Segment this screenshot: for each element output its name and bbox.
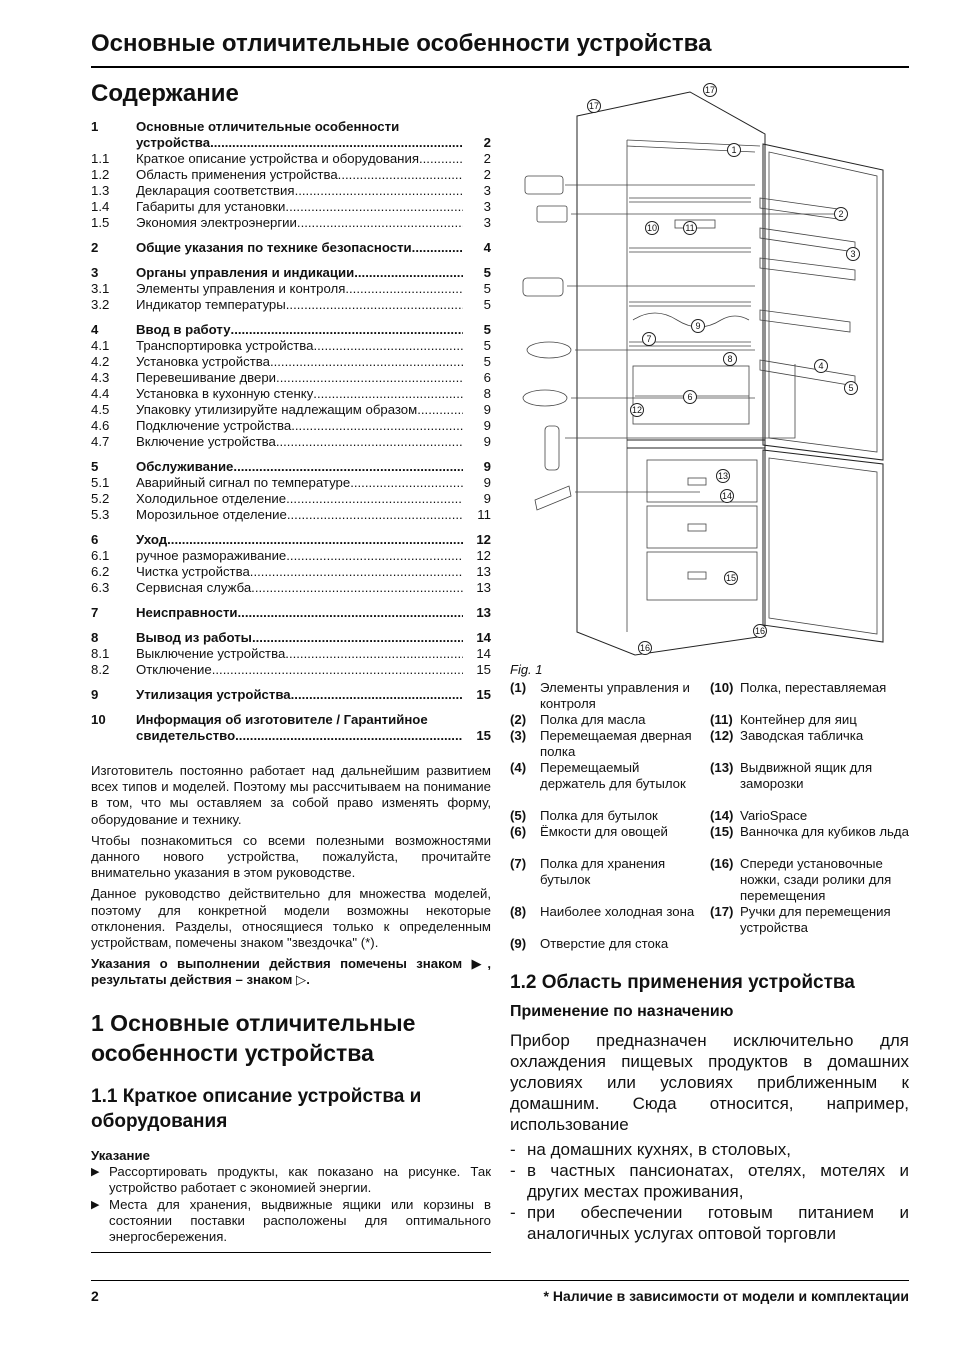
note-box bbox=[91, 1148, 491, 1245]
toc-entry-page: 12 bbox=[476, 532, 491, 547]
toc-entry bbox=[91, 183, 491, 199]
legend-number: (17) bbox=[710, 904, 734, 919]
figure-caption: Fig. 1 bbox=[510, 662, 543, 677]
toc-entry-title: Сервисная служба bbox=[136, 580, 252, 595]
toc-entry bbox=[91, 548, 491, 564]
toc-entry-page: 3 bbox=[483, 199, 491, 214]
toc-entry bbox=[91, 662, 491, 678]
toc-entry-number: 5 bbox=[91, 459, 99, 474]
toc-entry-page: 9 bbox=[483, 459, 491, 474]
toc-entry-page: 9 bbox=[483, 491, 491, 506]
toc-entry-page: 15 bbox=[476, 728, 491, 743]
legend-item bbox=[510, 712, 702, 728]
note-item: ▶ Места для хранения, выдвижные ящики или корзины в состоянии поставки расположены для оптимального энергосбережения. bbox=[91, 1197, 491, 1246]
toc-entry-page: 8 bbox=[483, 386, 491, 401]
legend-number: (2) bbox=[510, 712, 527, 727]
toc-entry-continuation bbox=[91, 135, 491, 151]
toc-title: Содержание bbox=[91, 80, 239, 107]
toc-entry-title: Органы управления и индикации bbox=[136, 265, 355, 280]
toc-entry-number: 3 bbox=[91, 265, 99, 280]
toc-entry-page: 15 bbox=[476, 662, 491, 677]
legend-item bbox=[710, 680, 910, 696]
toc-entry bbox=[91, 646, 491, 662]
callout-11-label: 11 bbox=[685, 223, 695, 233]
toc-entry-page: 5 bbox=[483, 338, 491, 353]
toc-entry-title: Холодильное отделение bbox=[136, 491, 287, 506]
legend-number: (3) bbox=[510, 728, 527, 743]
legend-item bbox=[510, 824, 702, 840]
legend-description: Элементы управления и контроля bbox=[540, 680, 690, 711]
toc-entry-title: Индикатор температуры bbox=[136, 297, 286, 312]
list-item: - на домашних кухнях, в столовых, bbox=[510, 1139, 909, 1160]
toc-entry bbox=[91, 687, 491, 703]
list-item: - при обеспечении готовым питанием и аналогичных услугах оптовой торговли bbox=[510, 1202, 909, 1244]
toc-entry-number: 6 bbox=[91, 532, 99, 547]
toc-entry-number: 8 bbox=[91, 630, 99, 645]
toc-entry-number: 1.4 bbox=[91, 199, 110, 214]
legend-number: (8) bbox=[510, 904, 527, 919]
toc-entry-title: Общие указания по технике безопасности bbox=[136, 240, 412, 255]
food-icons bbox=[523, 176, 571, 510]
callout-7-label: 7 bbox=[646, 334, 652, 344]
note-title: Указание bbox=[91, 1148, 150, 1163]
legend-description: Наиболее холодная зона bbox=[540, 904, 695, 919]
legend-number: (7) bbox=[510, 856, 527, 871]
table-of-contents bbox=[91, 119, 491, 744]
toc-entry-page: 4 bbox=[483, 240, 491, 255]
toc-entry-title: Основные отличительные особенности bbox=[136, 119, 400, 134]
toc-entry-page: 6 bbox=[483, 370, 491, 385]
callout-14-label: 14 bbox=[721, 491, 733, 501]
legend-item bbox=[710, 824, 910, 840]
toc-entry-title: Область применения устройства bbox=[136, 167, 338, 182]
toc-entry-number: 1.2 bbox=[91, 167, 110, 182]
toc-entry bbox=[91, 434, 491, 450]
toc-entry bbox=[91, 199, 491, 215]
toc-entry-page: 9 bbox=[483, 402, 491, 417]
legend-description: Перемещаемый держатель для бутылок bbox=[540, 760, 686, 791]
toc-entry-title: Подключение устройства bbox=[136, 418, 292, 433]
toc-entry bbox=[91, 119, 491, 135]
toc-entry-number: 8.2 bbox=[91, 662, 110, 677]
toc-entry-page: 14 bbox=[476, 646, 491, 661]
intro-marker-text: Указания о выполнении действия помечены знаком bbox=[91, 956, 463, 972]
toc-entry-number: 5.3 bbox=[91, 507, 110, 522]
toc-entry-page: 14 bbox=[476, 630, 491, 645]
toc-entry bbox=[91, 712, 491, 728]
legend-description: Отверстие для стока bbox=[540, 936, 669, 951]
toc-entry bbox=[91, 507, 491, 523]
legend-number: (15) bbox=[710, 824, 734, 839]
legend-description: Выдвижной ящик для заморозки bbox=[740, 760, 873, 791]
legend-number: (12) bbox=[710, 728, 734, 743]
toc-entry-number: 10 bbox=[91, 712, 106, 727]
footer-rule bbox=[91, 1280, 909, 1281]
toc-entry bbox=[91, 532, 491, 548]
callout-2-label: 2 bbox=[838, 209, 844, 219]
legend-number: (10) bbox=[710, 680, 734, 695]
intro-marker-text: . bbox=[306, 972, 310, 988]
callout-9-label: 9 bbox=[695, 321, 701, 331]
result-arrow-icon: ▷ bbox=[296, 972, 307, 988]
fridge-diagram bbox=[505, 80, 909, 660]
callout-5-label: 5 bbox=[848, 383, 854, 393]
toc-entry-title: Чистка устройства bbox=[136, 564, 250, 579]
legend-description: Заводская табличка bbox=[740, 728, 864, 743]
toc-entry-title: Упаковку утилизируйте надлежащим образом bbox=[136, 402, 418, 417]
toc-entry-title: устройства bbox=[136, 135, 211, 150]
toc-entry-number: 1.5 bbox=[91, 215, 110, 230]
toc-entry-number: 6.3 bbox=[91, 580, 110, 595]
toc-entry-continuation bbox=[91, 728, 491, 744]
page-number: 2 bbox=[91, 1288, 99, 1304]
toc-entry-page: 2 bbox=[483, 151, 491, 166]
section-1-2-body: Прибор предназначен исключительно для охлаждения пищевых продуктов в домашних условиях или условиях приближенным к домашним. Сюда относится, например, использование bbox=[510, 1031, 909, 1134]
action-arrow-icon: ▶ bbox=[471, 956, 488, 972]
callout-4-label: 4 bbox=[818, 361, 824, 371]
toc-entry-number: 5.1 bbox=[91, 475, 110, 490]
legend-item bbox=[710, 728, 910, 744]
toc-entry-title: Элементы управления и контроля bbox=[136, 281, 346, 296]
toc-entry bbox=[91, 281, 491, 297]
toc-entry-number: 1.1 bbox=[91, 151, 110, 166]
intro-text bbox=[91, 763, 491, 994]
callout-12-label: 12 bbox=[631, 405, 643, 415]
toc-entry-page: 13 bbox=[476, 564, 491, 579]
callout-6-label: 6 bbox=[687, 392, 693, 402]
legend-item bbox=[710, 712, 910, 728]
legend-description: Полка для бутылок bbox=[540, 808, 658, 823]
legend-description: Контейнер для яиц bbox=[740, 712, 857, 727]
note-rule bbox=[91, 1252, 491, 1253]
toc-entry-title: Выключение устройства bbox=[136, 646, 286, 661]
intro-paragraph: Чтобы познакомиться со всеми полезными возможностями данного нового устройства, пожалуйста, прочитайте внимательно указания в этом руководстве. bbox=[91, 832, 491, 881]
toc-entry bbox=[91, 459, 491, 475]
toc-entry-page: 11 bbox=[477, 507, 491, 522]
legend-item bbox=[710, 856, 910, 904]
toc-entry bbox=[91, 265, 491, 281]
toc-entry-number: 6.2 bbox=[91, 564, 110, 579]
legend-number: (4) bbox=[510, 760, 527, 775]
toc-entry-page: 13 bbox=[476, 605, 491, 620]
toc-entry-page: 5 bbox=[483, 322, 491, 337]
toc-entry-page: 5 bbox=[483, 354, 491, 369]
toc-entry bbox=[91, 580, 491, 596]
toc-entry-number: 7 bbox=[91, 605, 99, 620]
toc-entry-page: 5 bbox=[483, 297, 491, 312]
toc-entry bbox=[91, 370, 491, 386]
toc-entry-title: Перевешивание двери bbox=[136, 370, 277, 385]
fridge-door bbox=[760, 144, 883, 460]
toc-entry-number: 4.3 bbox=[91, 370, 110, 385]
toc-entry-title: Декларация соответствия bbox=[136, 183, 295, 198]
note-item: ▶ Рассортировать продукты, как показано на рисунке. Так устройство работает с экономией энергии. bbox=[91, 1164, 491, 1196]
toc-entry-number: 4.5 bbox=[91, 402, 110, 417]
toc-entry-number: 4.2 bbox=[91, 354, 110, 369]
toc-entry-title: Установка в кухонную стенку bbox=[136, 386, 314, 401]
toc-entry-title: Габариты для установки bbox=[136, 199, 286, 214]
toc-entry-number: 4.6 bbox=[91, 418, 110, 433]
legend-description: Ванночка для кубиков льда bbox=[740, 824, 909, 839]
legend-description: Ручки для перемещения устройства bbox=[740, 904, 891, 935]
toc-entry-number: 4.4 bbox=[91, 386, 110, 401]
toc-entry-title: Вывод из работы bbox=[136, 630, 252, 645]
toc-entry-title: свидетельство bbox=[136, 728, 236, 743]
toc-entry-number: 5.2 bbox=[91, 491, 110, 506]
toc-entry-page: 2 bbox=[483, 167, 491, 182]
legend-description: VarioSpace bbox=[740, 808, 808, 823]
toc-entry-page: 2 bbox=[483, 135, 491, 150]
toc-entry-page: 9 bbox=[483, 418, 491, 433]
legend-item bbox=[510, 808, 702, 824]
legend-number: (13) bbox=[710, 760, 734, 775]
usage-list bbox=[510, 1139, 909, 1244]
toc-entry-title: Краткое описание устройства и оборудования bbox=[136, 151, 419, 166]
legend-description: Полка, переставляемая bbox=[740, 680, 887, 695]
toc-entry bbox=[91, 338, 491, 354]
toc-entry-number: 4 bbox=[91, 322, 99, 337]
legend-item bbox=[710, 760, 910, 792]
legend-item bbox=[510, 760, 702, 792]
toc-entry-page: 15 bbox=[476, 687, 491, 702]
toc-entry-title: Отключение bbox=[136, 662, 212, 677]
legend-description: Полка для масла bbox=[540, 712, 646, 727]
toc-entry-page: 5 bbox=[483, 281, 491, 296]
callout-lines bbox=[565, 185, 835, 492]
toc-entry-title: ручное размораживание bbox=[136, 548, 287, 563]
legend-item bbox=[510, 728, 702, 760]
legend-number: (14) bbox=[710, 808, 734, 823]
legend-description: Полка для хранения бутылок bbox=[540, 856, 666, 887]
toc-entry bbox=[91, 605, 491, 621]
legend-item bbox=[510, 856, 702, 888]
toc-entry bbox=[91, 167, 491, 183]
page-header-title: Основные отличительные особенности устройства bbox=[91, 30, 712, 57]
toc-entry bbox=[91, 354, 491, 370]
toc-entry bbox=[91, 630, 491, 646]
toc-entry-page: 3 bbox=[483, 215, 491, 230]
toc-entry-page: 13 bbox=[476, 580, 491, 595]
legend-number: (5) bbox=[510, 808, 527, 823]
toc-entry-number: 1.3 bbox=[91, 183, 110, 198]
toc-entry bbox=[91, 151, 491, 167]
toc-entry-number: 2 bbox=[91, 240, 99, 255]
callout-1-label: 1 bbox=[731, 145, 737, 155]
fridge-cabinet bbox=[577, 92, 765, 655]
intro-paragraph: Изготовитель постоянно работает над дальнейшим развитием всех типов и моделей. Поэтому мы рассчитываем на понимание в том, что мы оставляем за собой право изменять форму, оборудование и технику. bbox=[91, 763, 491, 827]
legend-number: (11) bbox=[710, 712, 733, 727]
toc-entry bbox=[91, 418, 491, 434]
legend-description: Ёмкости для овощей bbox=[540, 824, 668, 839]
toc-entry-number: 1 bbox=[91, 119, 99, 134]
legend-description: Спереди установочные ножки, сзади ролики для перемещения bbox=[740, 856, 892, 903]
toc-entry bbox=[91, 297, 491, 313]
callout-15-label: 15 bbox=[725, 573, 737, 583]
intro-marker-text: , результаты действия – знаком bbox=[91, 956, 491, 988]
callout-8-label: 8 bbox=[727, 354, 733, 364]
toc-entry-number: 4.7 bbox=[91, 434, 110, 449]
toc-entry bbox=[91, 564, 491, 580]
toc-entry-title: Информация об изготовителе / Гарантийное bbox=[136, 712, 428, 727]
toc-entry-title: Неисправности bbox=[136, 605, 238, 620]
toc-entry-title: Включение устройства bbox=[136, 434, 276, 449]
toc-entry-title: Уход bbox=[136, 532, 168, 547]
intro-paragraph: Данное руководство действительно для множества моделей, поэтому для конкретной модели возможны некоторые отклонения. Разделы, относящиеся только к определенным устройствам, помечены знаком "звездочка" (*). bbox=[91, 886, 491, 951]
legend-number: (16) bbox=[710, 856, 734, 871]
section-1-1-heading: 1.1 Краткое описание устройства и оборудования bbox=[91, 1086, 422, 1132]
intro-markers-paragraph bbox=[91, 956, 491, 988]
callout-markers bbox=[588, 84, 860, 655]
callout-13-label: 13 bbox=[717, 471, 729, 481]
toc-entry bbox=[91, 322, 491, 338]
legend-item bbox=[510, 936, 702, 952]
toc-entry-title: Морозильное отделение bbox=[136, 507, 287, 522]
toc-entry-page: 9 bbox=[483, 475, 491, 490]
legend-description: Перемещаемая дверная полка bbox=[540, 728, 692, 759]
callout-16-right-label: 16 bbox=[754, 626, 766, 636]
callout-10-label: 10 bbox=[646, 223, 658, 233]
toc-entry-title: Обслуживание bbox=[136, 459, 234, 474]
toc-entry bbox=[91, 215, 491, 231]
toc-entry-title: Ввод в работу bbox=[136, 322, 231, 337]
footer-note: * Наличие в зависимости от модели и комплектации bbox=[543, 1288, 909, 1304]
header-rule bbox=[91, 66, 909, 68]
legend-number: (9) bbox=[510, 936, 527, 951]
list-item: - в частных пансионатах, отелях, мотелях и других местах проживания, bbox=[510, 1160, 909, 1202]
toc-entry-number: 6.1 bbox=[91, 548, 110, 563]
toc-entry bbox=[91, 402, 491, 418]
toc-entry bbox=[91, 491, 491, 507]
toc-entry-title: Транспортировка устройства bbox=[136, 338, 314, 353]
legend-item bbox=[510, 904, 702, 920]
legend-item bbox=[710, 904, 910, 936]
toc-entry-page: 9 bbox=[483, 434, 491, 449]
toc-entry-number: 4.1 bbox=[91, 338, 110, 353]
toc-entry bbox=[91, 240, 491, 256]
callout-17-left-label: 17 bbox=[588, 101, 600, 111]
toc-entry-title: Экономия электроэнергии bbox=[136, 215, 297, 230]
section-1-2-heading: 1.2 Область применения устройства bbox=[510, 972, 855, 993]
toc-entry-title: Утилизация устройства bbox=[136, 687, 291, 702]
toc-entry-title: Аварийный сигнал по температуре bbox=[136, 475, 351, 490]
callout-3-label: 3 bbox=[850, 249, 856, 259]
legend-number: (6) bbox=[510, 824, 527, 839]
toc-entry-number: 3.1 bbox=[91, 281, 110, 296]
toc-entry-number: 8.1 bbox=[91, 646, 110, 661]
section-1-heading: 1 Основные отличительные особенности устройства bbox=[91, 1010, 416, 1066]
toc-entry bbox=[91, 475, 491, 491]
legend-item bbox=[510, 680, 702, 712]
toc-entry-page: 12 bbox=[476, 548, 491, 563]
toc-entry-page: 5 bbox=[483, 265, 491, 280]
legend-item bbox=[710, 808, 910, 824]
legend-number: (1) bbox=[510, 680, 527, 695]
callout-17-top-label: 17 bbox=[704, 85, 716, 95]
toc-entry bbox=[91, 386, 491, 402]
section-1-2-subheading: Применение по назначению bbox=[510, 1003, 734, 1020]
toc-entry-page: 3 bbox=[483, 183, 491, 198]
toc-entry-number: 9 bbox=[91, 687, 99, 702]
toc-entry-title: Установка устройства bbox=[136, 354, 270, 369]
freezer-door bbox=[763, 450, 883, 642]
toc-entry-number: 3.2 bbox=[91, 297, 110, 312]
callout-16-left-label: 16 bbox=[639, 643, 651, 653]
